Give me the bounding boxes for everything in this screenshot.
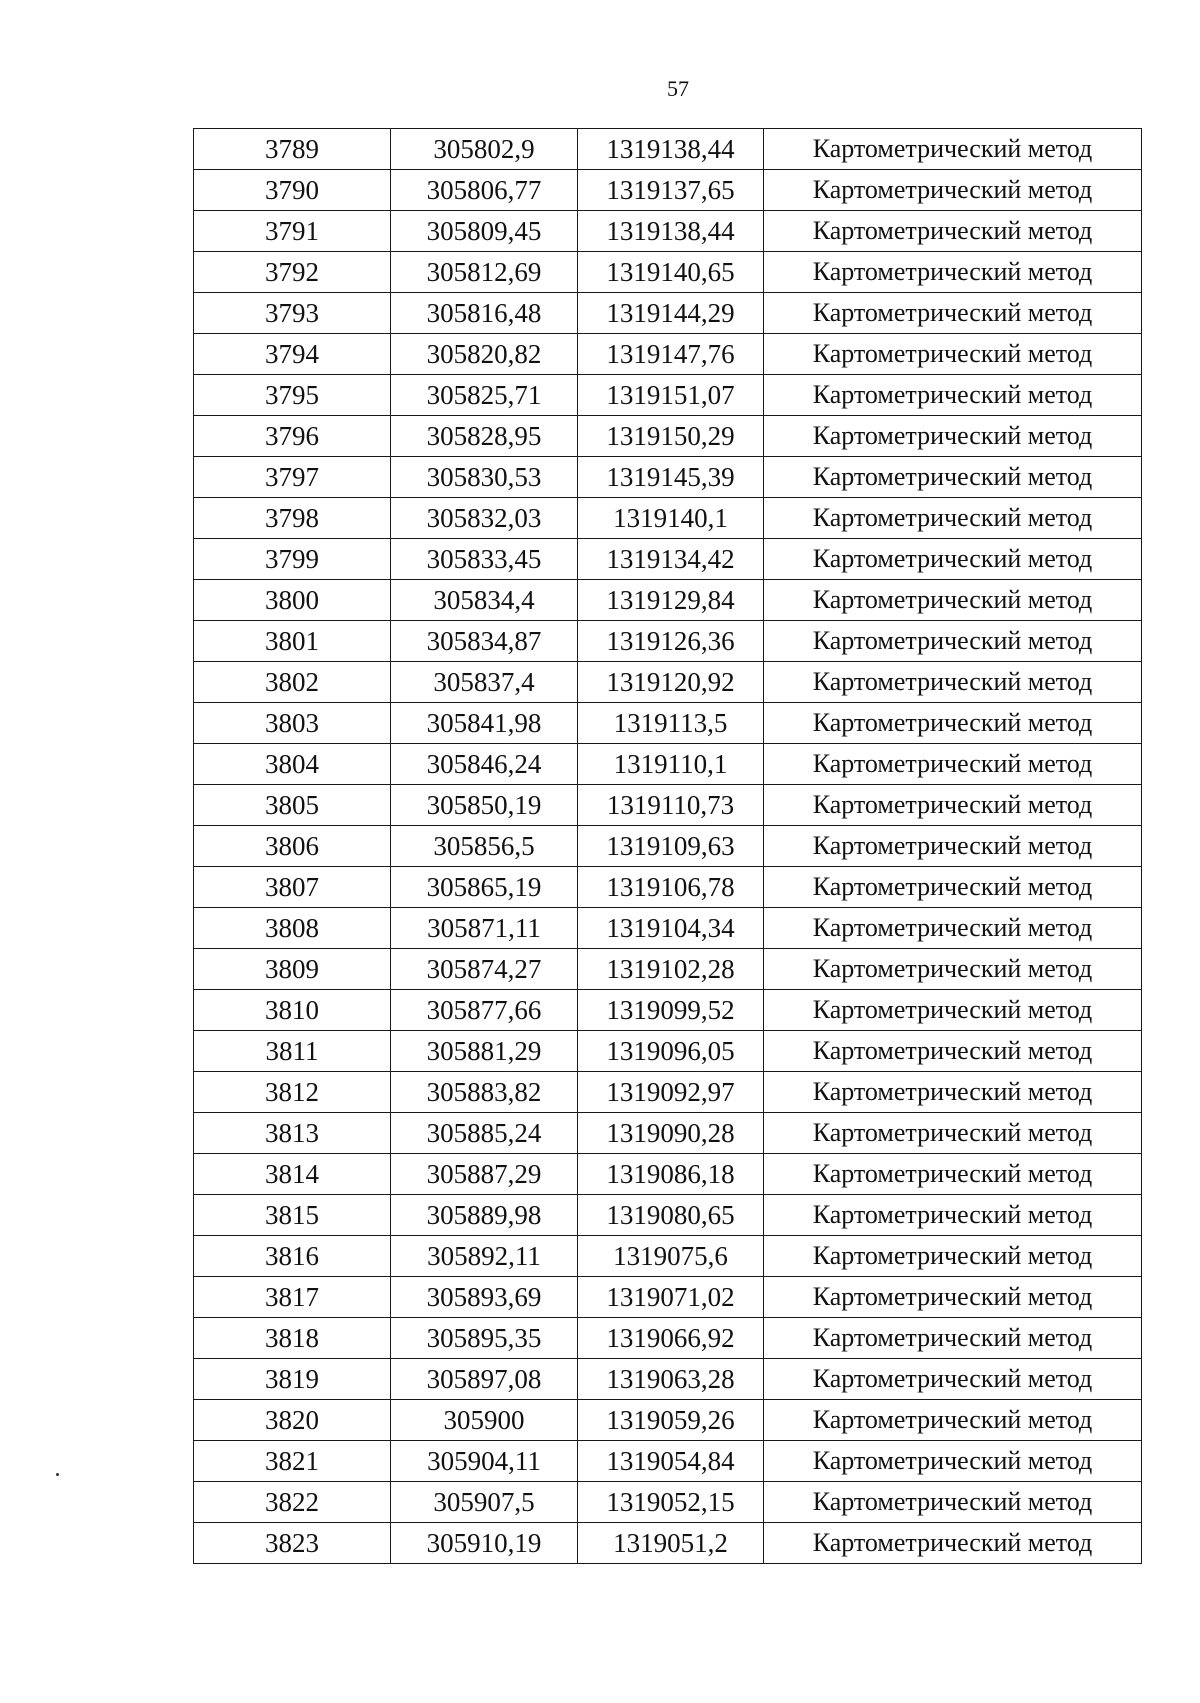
point-number-cell: 3803 <box>194 703 391 744</box>
y-coordinate-cell: 1319075,6 <box>578 1236 764 1277</box>
table-row <box>194 1359 1142 1400</box>
method-cell: Картометрический метод <box>764 129 1142 170</box>
point-number-cell: 3813 <box>194 1113 391 1154</box>
point-number-cell: 3805 <box>194 785 391 826</box>
point-number-cell: 3795 <box>194 375 391 416</box>
method-cell: Картометрический метод <box>764 1277 1142 1318</box>
table-row <box>194 990 1142 1031</box>
y-coordinate-cell: 1319052,15 <box>578 1482 764 1523</box>
point-number-cell: 3793 <box>194 293 391 334</box>
y-coordinate-cell: 1319109,63 <box>578 826 764 867</box>
method-cell: Картометрический метод <box>764 1072 1142 1113</box>
point-number-cell: 3801 <box>194 621 391 662</box>
table-row <box>194 1482 1142 1523</box>
x-coordinate-cell: 305850,19 <box>391 785 578 826</box>
table-row <box>194 949 1142 990</box>
point-number-cell: 3807 <box>194 867 391 908</box>
x-coordinate-cell: 305897,08 <box>391 1359 578 1400</box>
point-number-cell: 3821 <box>194 1441 391 1482</box>
y-coordinate-cell: 1319106,78 <box>578 867 764 908</box>
table-row <box>194 498 1142 539</box>
y-coordinate-cell: 1319138,44 <box>578 211 764 252</box>
method-cell: Картометрический метод <box>764 457 1142 498</box>
x-coordinate-cell: 305904,11 <box>391 1441 578 1482</box>
y-coordinate-cell: 1319110,1 <box>578 744 764 785</box>
point-number-cell: 3823 <box>194 1523 391 1564</box>
x-coordinate-cell: 305809,45 <box>391 211 578 252</box>
method-cell: Картометрический метод <box>764 990 1142 1031</box>
x-coordinate-cell: 305834,87 <box>391 621 578 662</box>
y-coordinate-cell: 1319113,5 <box>578 703 764 744</box>
method-cell: Картометрический метод <box>764 293 1142 334</box>
y-coordinate-cell: 1319086,18 <box>578 1154 764 1195</box>
y-coordinate-cell: 1319090,28 <box>578 1113 764 1154</box>
x-coordinate-cell: 305877,66 <box>391 990 578 1031</box>
y-coordinate-cell: 1319054,84 <box>578 1441 764 1482</box>
table-row <box>194 457 1142 498</box>
x-coordinate-cell: 305837,4 <box>391 662 578 703</box>
point-number-cell: 3818 <box>194 1318 391 1359</box>
method-cell: Картометрический метод <box>764 662 1142 703</box>
method-cell: Картометрический метод <box>764 1031 1142 1072</box>
method-cell: Картометрический метод <box>764 498 1142 539</box>
y-coordinate-cell: 1319104,34 <box>578 908 764 949</box>
table-row <box>194 1236 1142 1277</box>
method-cell: Картометрический метод <box>764 1154 1142 1195</box>
y-coordinate-cell: 1319063,28 <box>578 1359 764 1400</box>
method-cell: Картометрический метод <box>764 580 1142 621</box>
y-coordinate-cell: 1319147,76 <box>578 334 764 375</box>
method-cell: Картометрический метод <box>764 1113 1142 1154</box>
method-cell: Картометрический метод <box>764 539 1142 580</box>
y-coordinate-cell: 1319145,39 <box>578 457 764 498</box>
table-row <box>194 293 1142 334</box>
x-coordinate-cell: 305910,19 <box>391 1523 578 1564</box>
x-coordinate-cell: 305830,53 <box>391 457 578 498</box>
method-cell: Картометрический метод <box>764 1482 1142 1523</box>
table-row <box>194 1113 1142 1154</box>
table-row <box>194 416 1142 457</box>
point-number-cell: 3822 <box>194 1482 391 1523</box>
point-number-cell: 3816 <box>194 1236 391 1277</box>
x-coordinate-cell: 305841,98 <box>391 703 578 744</box>
table-row <box>194 1031 1142 1072</box>
point-number-cell: 3808 <box>194 908 391 949</box>
y-coordinate-cell: 1319066,92 <box>578 1318 764 1359</box>
table-row <box>194 334 1142 375</box>
y-coordinate-cell: 1319140,1 <box>578 498 764 539</box>
y-coordinate-cell: 1319092,97 <box>578 1072 764 1113</box>
scan-speck <box>56 1473 59 1476</box>
method-cell: Картометрический метод <box>764 785 1142 826</box>
point-number-cell: 3809 <box>194 949 391 990</box>
y-coordinate-cell: 1319150,29 <box>578 416 764 457</box>
y-coordinate-cell: 1319144,29 <box>578 293 764 334</box>
x-coordinate-cell: 305834,4 <box>391 580 578 621</box>
point-number-cell: 3794 <box>194 334 391 375</box>
method-cell: Картометрический метод <box>764 211 1142 252</box>
point-number-cell: 3799 <box>194 539 391 580</box>
point-number-cell: 3812 <box>194 1072 391 1113</box>
x-coordinate-cell: 305907,5 <box>391 1482 578 1523</box>
table-row <box>194 867 1142 908</box>
x-coordinate-cell: 305881,29 <box>391 1031 578 1072</box>
y-coordinate-cell: 1319080,65 <box>578 1195 764 1236</box>
point-number-cell: 3791 <box>194 211 391 252</box>
y-coordinate-cell: 1319126,36 <box>578 621 764 662</box>
method-cell: Картометрический метод <box>764 252 1142 293</box>
x-coordinate-cell: 305892,11 <box>391 1236 578 1277</box>
point-number-cell: 3792 <box>194 252 391 293</box>
y-coordinate-cell: 1319099,52 <box>578 990 764 1031</box>
point-number-cell: 3800 <box>194 580 391 621</box>
coordinates-table <box>193 128 1142 1564</box>
method-cell: Картометрический метод <box>764 1236 1142 1277</box>
x-coordinate-cell: 305874,27 <box>391 949 578 990</box>
x-coordinate-cell: 305871,11 <box>391 908 578 949</box>
x-coordinate-cell: 305883,82 <box>391 1072 578 1113</box>
method-cell: Картометрический метод <box>764 826 1142 867</box>
y-coordinate-cell: 1319120,92 <box>578 662 764 703</box>
x-coordinate-cell: 305887,29 <box>391 1154 578 1195</box>
table-row <box>194 170 1142 211</box>
y-coordinate-cell: 1319151,07 <box>578 375 764 416</box>
y-coordinate-cell: 1319138,44 <box>578 129 764 170</box>
table-row <box>194 1318 1142 1359</box>
x-coordinate-cell: 305802,9 <box>391 129 578 170</box>
table-row <box>194 744 1142 785</box>
y-coordinate-cell: 1319059,26 <box>578 1400 764 1441</box>
point-number-cell: 3820 <box>194 1400 391 1441</box>
x-coordinate-cell: 305900 <box>391 1400 578 1441</box>
y-coordinate-cell: 1319134,42 <box>578 539 764 580</box>
x-coordinate-cell: 305832,03 <box>391 498 578 539</box>
table-row <box>194 1400 1142 1441</box>
method-cell: Картометрический метод <box>764 1359 1142 1400</box>
y-coordinate-cell: 1319071,02 <box>578 1277 764 1318</box>
method-cell: Картометрический метод <box>764 375 1142 416</box>
x-coordinate-cell: 305856,5 <box>391 826 578 867</box>
table-row <box>194 211 1142 252</box>
table-row <box>194 1277 1142 1318</box>
x-coordinate-cell: 305885,24 <box>391 1113 578 1154</box>
table-row <box>194 908 1142 949</box>
method-cell: Картометрический метод <box>764 1400 1142 1441</box>
y-coordinate-cell: 1319137,65 <box>578 170 764 211</box>
point-number-cell: 3815 <box>194 1195 391 1236</box>
x-coordinate-cell: 305893,69 <box>391 1277 578 1318</box>
table-row <box>194 785 1142 826</box>
x-coordinate-cell: 305806,77 <box>391 170 578 211</box>
method-cell: Картометрический метод <box>764 867 1142 908</box>
point-number-cell: 3790 <box>194 170 391 211</box>
y-coordinate-cell: 1319051,2 <box>578 1523 764 1564</box>
x-coordinate-cell: 305812,69 <box>391 252 578 293</box>
point-number-cell: 3796 <box>194 416 391 457</box>
point-number-cell: 3797 <box>194 457 391 498</box>
method-cell: Картометрический метод <box>764 703 1142 744</box>
method-cell: Картометрический метод <box>764 1523 1142 1564</box>
point-number-cell: 3806 <box>194 826 391 867</box>
x-coordinate-cell: 305833,45 <box>391 539 578 580</box>
method-cell: Картометрический метод <box>764 1318 1142 1359</box>
method-cell: Картометрический метод <box>764 621 1142 662</box>
table-row <box>194 1441 1142 1482</box>
table-row <box>194 1154 1142 1195</box>
x-coordinate-cell: 305816,48 <box>391 293 578 334</box>
method-cell: Картометрический метод <box>764 170 1142 211</box>
table-row <box>194 621 1142 662</box>
point-number-cell: 3814 <box>194 1154 391 1195</box>
method-cell: Картометрический метод <box>764 908 1142 949</box>
method-cell: Картометрический метод <box>764 334 1142 375</box>
x-coordinate-cell: 305825,71 <box>391 375 578 416</box>
point-number-cell: 3798 <box>194 498 391 539</box>
table-row <box>194 252 1142 293</box>
table-row <box>194 580 1142 621</box>
table-row <box>194 129 1142 170</box>
y-coordinate-cell: 1319140,65 <box>578 252 764 293</box>
point-number-cell: 3789 <box>194 129 391 170</box>
table-row <box>194 375 1142 416</box>
method-cell: Картометрический метод <box>764 1195 1142 1236</box>
page-number: 57 <box>667 76 689 101</box>
x-coordinate-cell: 305828,95 <box>391 416 578 457</box>
table-row <box>194 826 1142 867</box>
point-number-cell: 3802 <box>194 662 391 703</box>
x-coordinate-cell: 305865,19 <box>391 867 578 908</box>
x-coordinate-cell: 305895,35 <box>391 1318 578 1359</box>
y-coordinate-cell: 1319129,84 <box>578 580 764 621</box>
method-cell: Картометрический метод <box>764 1441 1142 1482</box>
x-coordinate-cell: 305889,98 <box>391 1195 578 1236</box>
table-row <box>194 662 1142 703</box>
table-row <box>194 539 1142 580</box>
method-cell: Картометрический метод <box>764 949 1142 990</box>
method-cell: Картометрический метод <box>764 744 1142 785</box>
method-cell: Картометрический метод <box>764 416 1142 457</box>
table-row <box>194 1195 1142 1236</box>
point-number-cell: 3819 <box>194 1359 391 1400</box>
x-coordinate-cell: 305846,24 <box>391 744 578 785</box>
x-coordinate-cell: 305820,82 <box>391 334 578 375</box>
table-row <box>194 1523 1142 1564</box>
table-row <box>194 1072 1142 1113</box>
point-number-cell: 3810 <box>194 990 391 1031</box>
y-coordinate-cell: 1319096,05 <box>578 1031 764 1072</box>
point-number-cell: 3817 <box>194 1277 391 1318</box>
coordinates-table-body <box>194 129 1142 1564</box>
y-coordinate-cell: 1319102,28 <box>578 949 764 990</box>
table-row <box>194 703 1142 744</box>
point-number-cell: 3804 <box>194 744 391 785</box>
y-coordinate-cell: 1319110,73 <box>578 785 764 826</box>
point-number-cell: 3811 <box>194 1031 391 1072</box>
